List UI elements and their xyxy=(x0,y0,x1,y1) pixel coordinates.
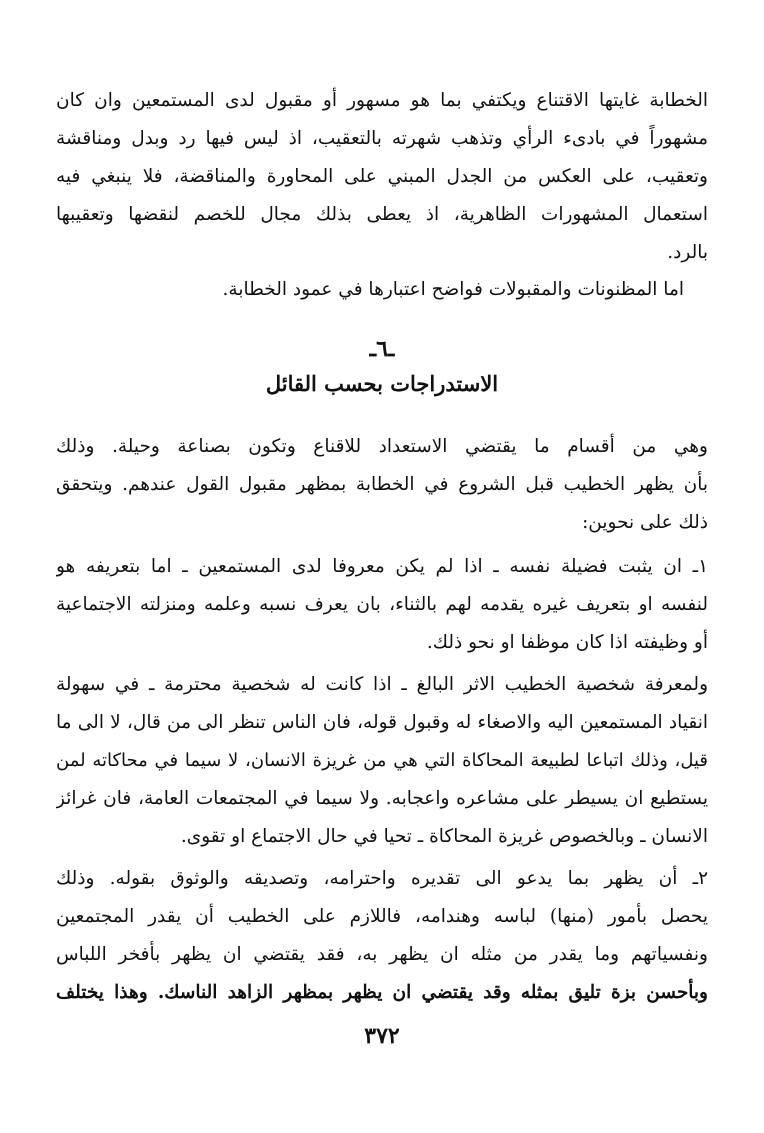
text-line: بأن يظهر الخطيب قبل الشروع في الخطابة بمظهر مقبول القول عندهم. ويتحقق xyxy=(56,474,708,495)
paragraph-3 xyxy=(56,428,708,542)
text-line: الخطابة غايتها الاقتناع ويكتفي بما هو مسهور أو مقبول لدى المستمعين وان كان xyxy=(56,90,708,111)
text-line: استعمال المشهورات الظاهرية، اذ يعطى بذلك مجال للخصم لنقضها وتعقيبها xyxy=(56,204,708,225)
text-line: وتعقيب، على العكس من الجدل المبني على المحاورة والمناقضة، فلا ينبغي فيه xyxy=(56,166,708,187)
section-title: الاستدراجات بحسب القائل xyxy=(265,371,499,396)
paragraph-5 xyxy=(56,666,708,856)
text-line: ونفسياتهم وما يقدر من مثله ان يظهر به، فقد يقتضي ان يظهر بأفخر اللباس xyxy=(56,944,708,965)
text-line: يستطيع ان يسيطر على مشاعره واعجابه. ولا سيما في المجتمعات العامة، فان غرائز xyxy=(56,788,708,809)
section-number: ـ٦ـ xyxy=(369,336,395,362)
text-line: ولمعرفة شخصية الخطيب الاثر البالغ ـ اذا كانت له شخصية محترمة ـ في سهولة xyxy=(56,674,708,695)
text-line: يحصل بأمور (منها) لباسه وهندامه، فاللازم على الخطيب أن يقدر المجتمعين xyxy=(56,906,708,927)
paragraph-1 xyxy=(56,82,708,272)
text-line: مشهوراً في بادىء الرأي وتذهب شهرته بالتعقيب، اذ ليس فيها رد وبدل ومناقشة xyxy=(56,128,708,149)
text-line: وبأحسن بزة تليق بمثله وقد يقتضي ان يظهر بمظهر الزاهد الناسك. وهذا يختلف xyxy=(56,982,708,1003)
page-number: ٣٧٢ xyxy=(364,1023,400,1049)
paragraph-4 xyxy=(56,548,708,662)
text-line: أو وظيفته اذا كان موظفا او نحو ذلك. xyxy=(426,632,708,653)
paragraph-2 xyxy=(56,271,684,309)
text-line: بالرد. xyxy=(667,242,708,263)
text-line: ٢ـ أن يظهر بما يدعو الى تقديره واحترامه، وتصديقه والوثوق بقوله. وذلك xyxy=(56,868,708,889)
text-line: ١ـ ان يثبت فضيلة نفسه ـ اذا لم يكن معروفا لدى المستمعين ـ اما بتعريفه هو xyxy=(56,556,708,577)
text-line: لنفسه او بتعريف غيره يقدمه لهم بالثناء، بان يعرف نسبه وعلمه ومنزلته الاجتماعية xyxy=(56,594,708,615)
text-line: انقياد المستمعين اليه والاصغاء له وقبول قوله، فان الناس تنظر الى من قال، لا الى ما xyxy=(56,712,708,733)
text-line: قيل، وذلك اتباعا لطبيعة المحاكاة التي هي من غريزة الانسان، لا سيما في محاكاته لمن xyxy=(56,750,708,771)
text-line: وهي من أقسام ما يقتضي الاستعداد للاقناع وتكون بصناعة وحيلة. وذلك xyxy=(56,436,708,457)
text-line: ذلك على نحوين: xyxy=(582,512,708,533)
paragraph-6 xyxy=(56,860,708,1012)
text-line: الانسان ـ وبالخصوص غريزة المحاكاة ـ تحيا في حال الاجتماع او تقوى. xyxy=(180,826,708,847)
text-line: اما المظنونات والمقبولات فواضح اعتبارها في عمود الخطابة. xyxy=(222,279,684,300)
